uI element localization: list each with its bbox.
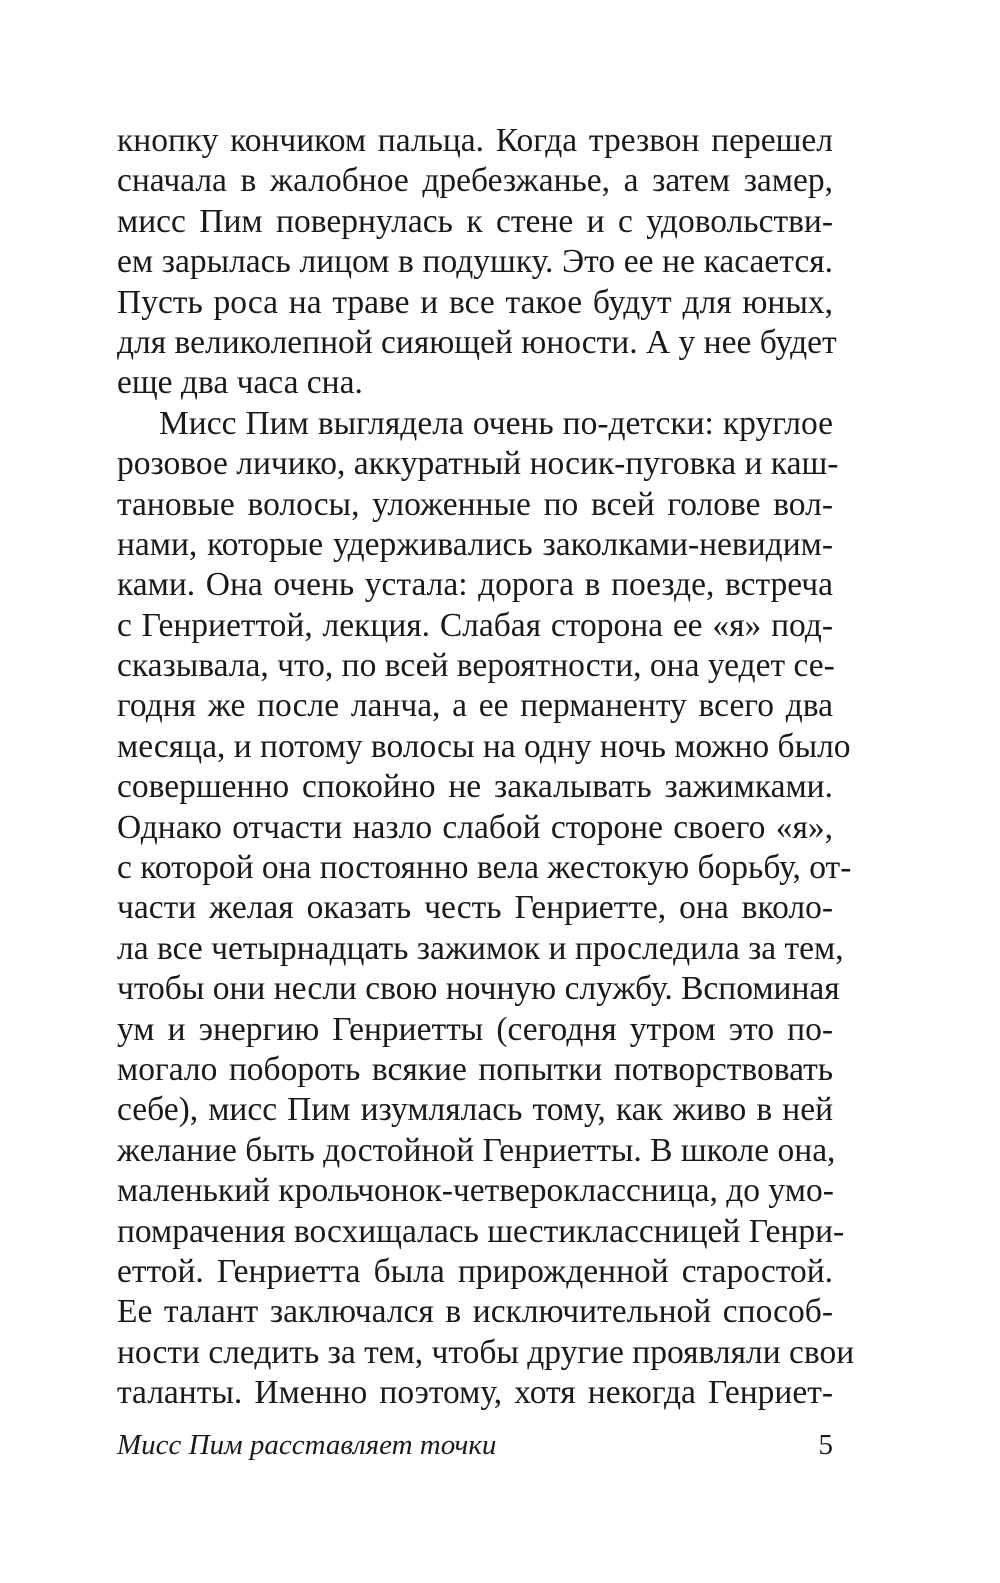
page-number: 5 — [818, 1429, 833, 1461]
text-line: месяца, и потому волосы на одну ночь можно было — [117, 727, 851, 765]
page-footer — [117, 1425, 833, 1465]
body-text — [117, 121, 855, 1414]
text-line: желание быть достойной Генриетты. В школе она, — [117, 1131, 836, 1169]
text-line: тановые волосы, уложенные по всей голове вол- — [117, 485, 833, 523]
text-line: Пусть роса на траве и все такое будут для юных, — [117, 283, 833, 321]
text-line: еще два часа сна. — [117, 364, 363, 402]
text-line: мисс Пим повернулась к стене и с удовольстви- — [117, 202, 833, 240]
text-line: еттой. Генриетта была прирожденной старостой. — [117, 1252, 833, 1290]
paragraph — [117, 121, 837, 404]
paragraph — [117, 404, 855, 1414]
text-line: чтобы они несли свою ночную службу. Вспоминая — [117, 970, 840, 1008]
text-line: ла все четырнадцать зажимок и проследила за тем, — [117, 929, 844, 967]
text-line: годня же после ланча, а ее перманенту всего два — [117, 687, 833, 725]
text-line: помрачения восхищалась шестиклассницей Генри- — [117, 1212, 845, 1250]
text-line: с которой она постоянно вела жестокую борьбу, от- — [117, 849, 852, 887]
text-line: ем зарылась лицом в подушку. Это ее не касается. — [117, 243, 833, 281]
text-line: маленький крольчонок-четвероклассница, до умо- — [117, 1172, 834, 1210]
text-line: Ее талант заключался в исключительной способ- — [117, 1293, 833, 1331]
text-line: совершенно спокойно не закалывать зажимками. — [117, 768, 833, 806]
text-line: могало побороть всякие попытки потворствовать — [117, 1050, 833, 1088]
text-line: Однако отчасти назло слабой стороне своего «я», — [117, 808, 833, 846]
running-title: Мисс Пим расставляет точки — [117, 1429, 497, 1461]
text-line: ности следить за тем, чтобы другие проявляли свои — [117, 1333, 855, 1371]
text-line: ками. Она очень устала: дорога в поезде, встреча — [117, 566, 833, 604]
text-line: таланты. Именно поэтому, хотя некогда Генриет- — [117, 1374, 833, 1412]
text-line: Мисс Пим выглядела очень по-детски: круглое — [159, 404, 833, 442]
text-line: кнопку кончиком пальца. Когда трезвон перешел — [117, 122, 833, 159]
text-line: нами, которые удерживались заколками-невидим- — [117, 525, 833, 563]
text-line: части желая оказать честь Генриетте, она вколо- — [117, 889, 833, 927]
text-line: ум и энергию Генриетты (сегодня утром это по- — [117, 1010, 833, 1048]
text-line: сказывала, что, по всей вероятности, она уедет се- — [117, 647, 835, 685]
text-line: с Генриеттой, лекция. Слабая сторона ее «я» под- — [117, 606, 833, 644]
text-line: для великолепной сияющей юности. А у нее будет — [117, 323, 837, 361]
text-line: сначала в жалобное дребезжанье, а затем замер, — [117, 162, 833, 200]
text-line: себе), мисс Пим изумлялась тому, как живо в ней — [117, 1091, 833, 1129]
text-line: розовое личико, аккуратный носик-пуговка и каш- — [117, 445, 839, 483]
